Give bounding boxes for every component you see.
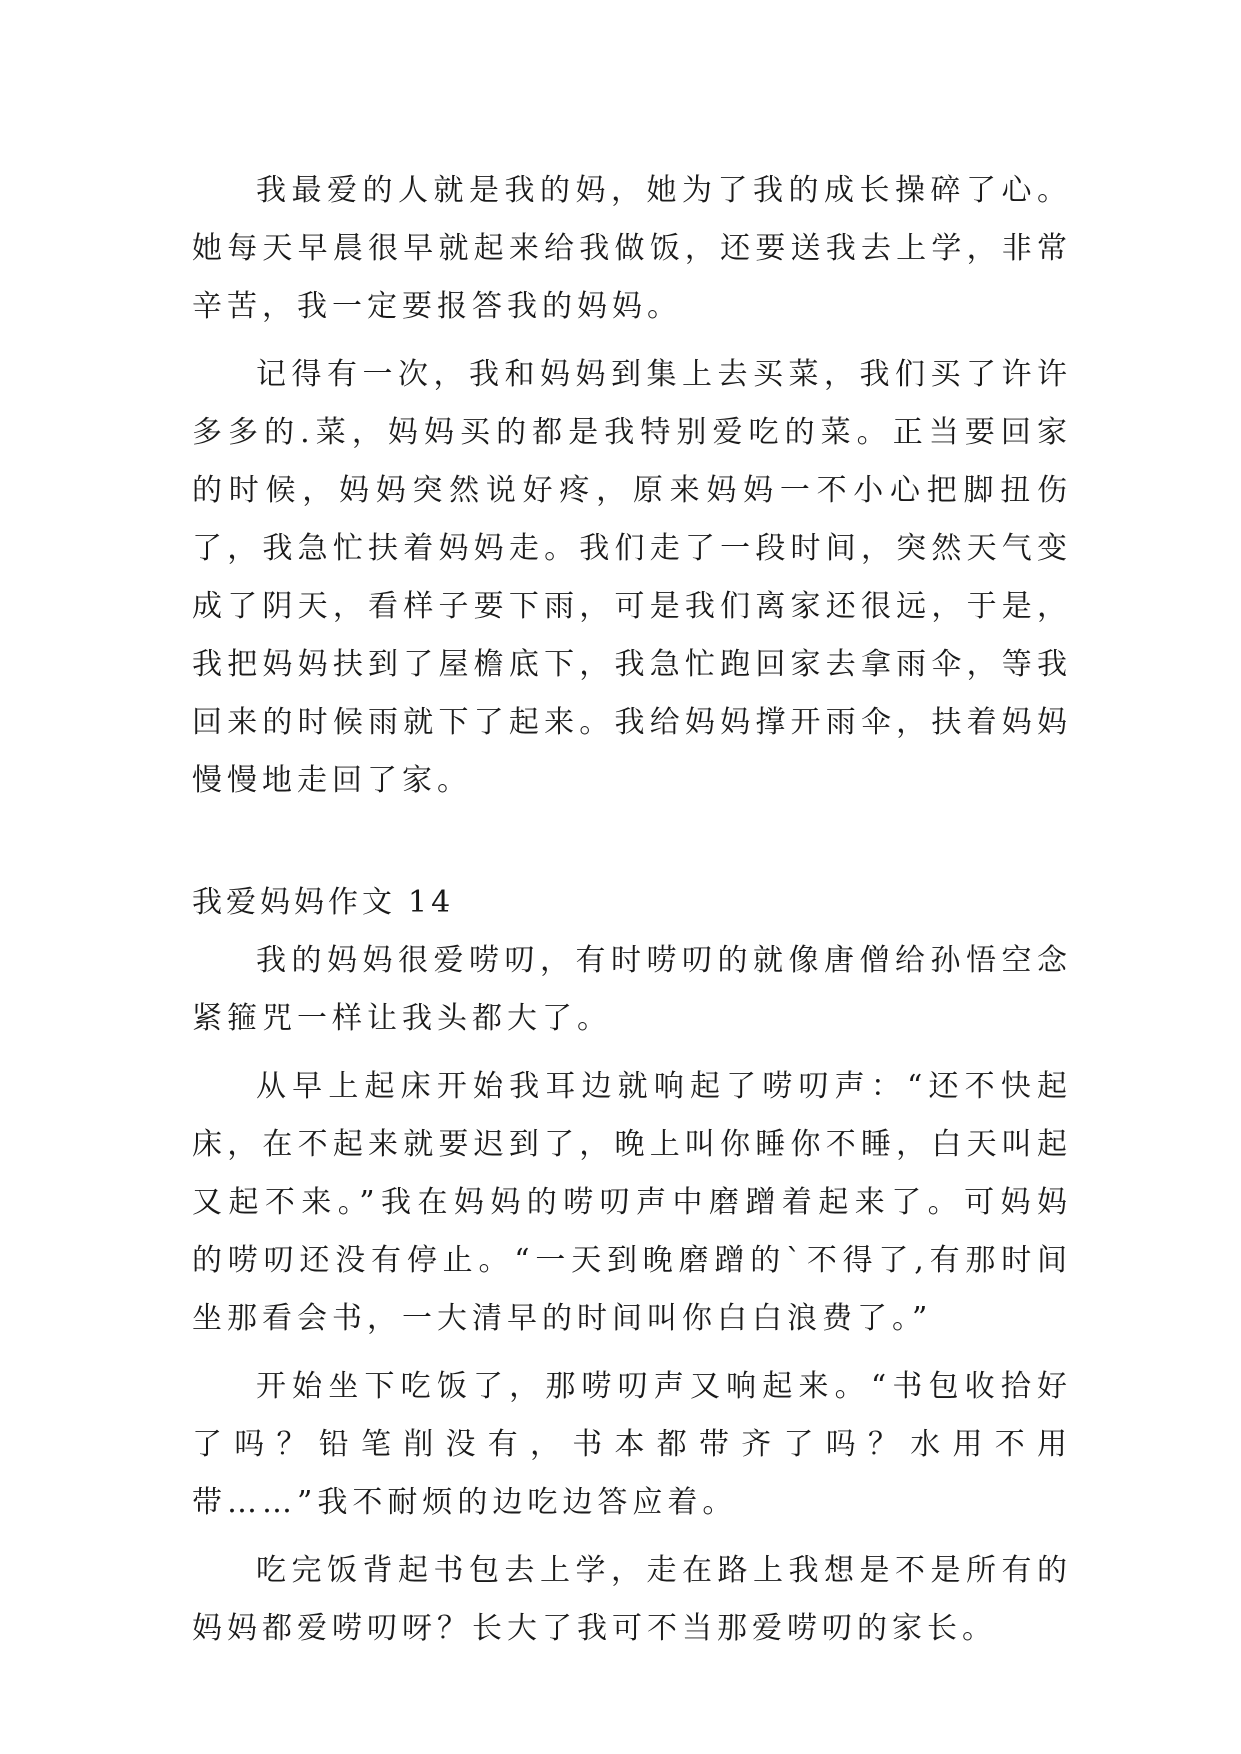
paragraph: 我的妈妈很爱唠叨，有时唠叨的就像唐僧给孙悟空念紧箍咒一样让我头都大了。 xyxy=(192,943,1072,1036)
document-body xyxy=(192,162,1072,1668)
paragraph: 从早上起床开始我耳边就响起了唠叨声：“还不快起床，在不起来就要迟到了，晚上叫你睡你不睡，白天叫起又起不来。”我在妈妈的唠叨声中磨蹭着起来了。可妈妈的唠叨还没有停止。“一天到晚磨蹭的`不得了,有那时间坐那看会书，一大清早的时间叫你白白浪费了。” xyxy=(192,1069,1072,1336)
paragraph: 记得有一次，我和妈妈到集上去买菜，我们买了许许多多的.菜，妈妈买的都是我特别爱吃的菜。正当要回家的时候，妈妈突然说好疼，原来妈妈一不小心把脚扭伤了，我急忙扶着妈妈走。我们走了一段时间，突然天气变成了阴天，看样子要下雨，可是我们离家还很远，于是，我把妈妈扶到了屋檐底下，我急忙跑回家去拿雨伞，等我回来的时候雨就下了起来。我给妈妈撑开雨伞，扶着妈妈慢慢地走回了家。 xyxy=(192,357,1072,798)
section-number: 14 xyxy=(408,885,455,920)
paragraph: 我最爱的人就是我的妈，她为了我的成长操碎了心。她每天早晨很早就起来给我做饭，还要送我去上学，非常辛苦，我一定要报答我的妈妈。 xyxy=(192,173,1072,324)
section-title-text: 我爱妈妈作文 xyxy=(192,885,396,920)
section-title xyxy=(192,874,1072,932)
paragraph: 开始坐下吃饭了，那唠叨声又响起来。“书包收拾好了吗？铅笔削没有，书本都带齐了吗？水用不用带……”我不耐烦的边吃边答应着。 xyxy=(192,1369,1072,1520)
paragraph: 吃完饭背起书包去上学，走在路上我想是不是所有的妈妈都爱唠叨呀？长大了我可不当那爱唠叨的家长。 xyxy=(192,1553,1072,1646)
